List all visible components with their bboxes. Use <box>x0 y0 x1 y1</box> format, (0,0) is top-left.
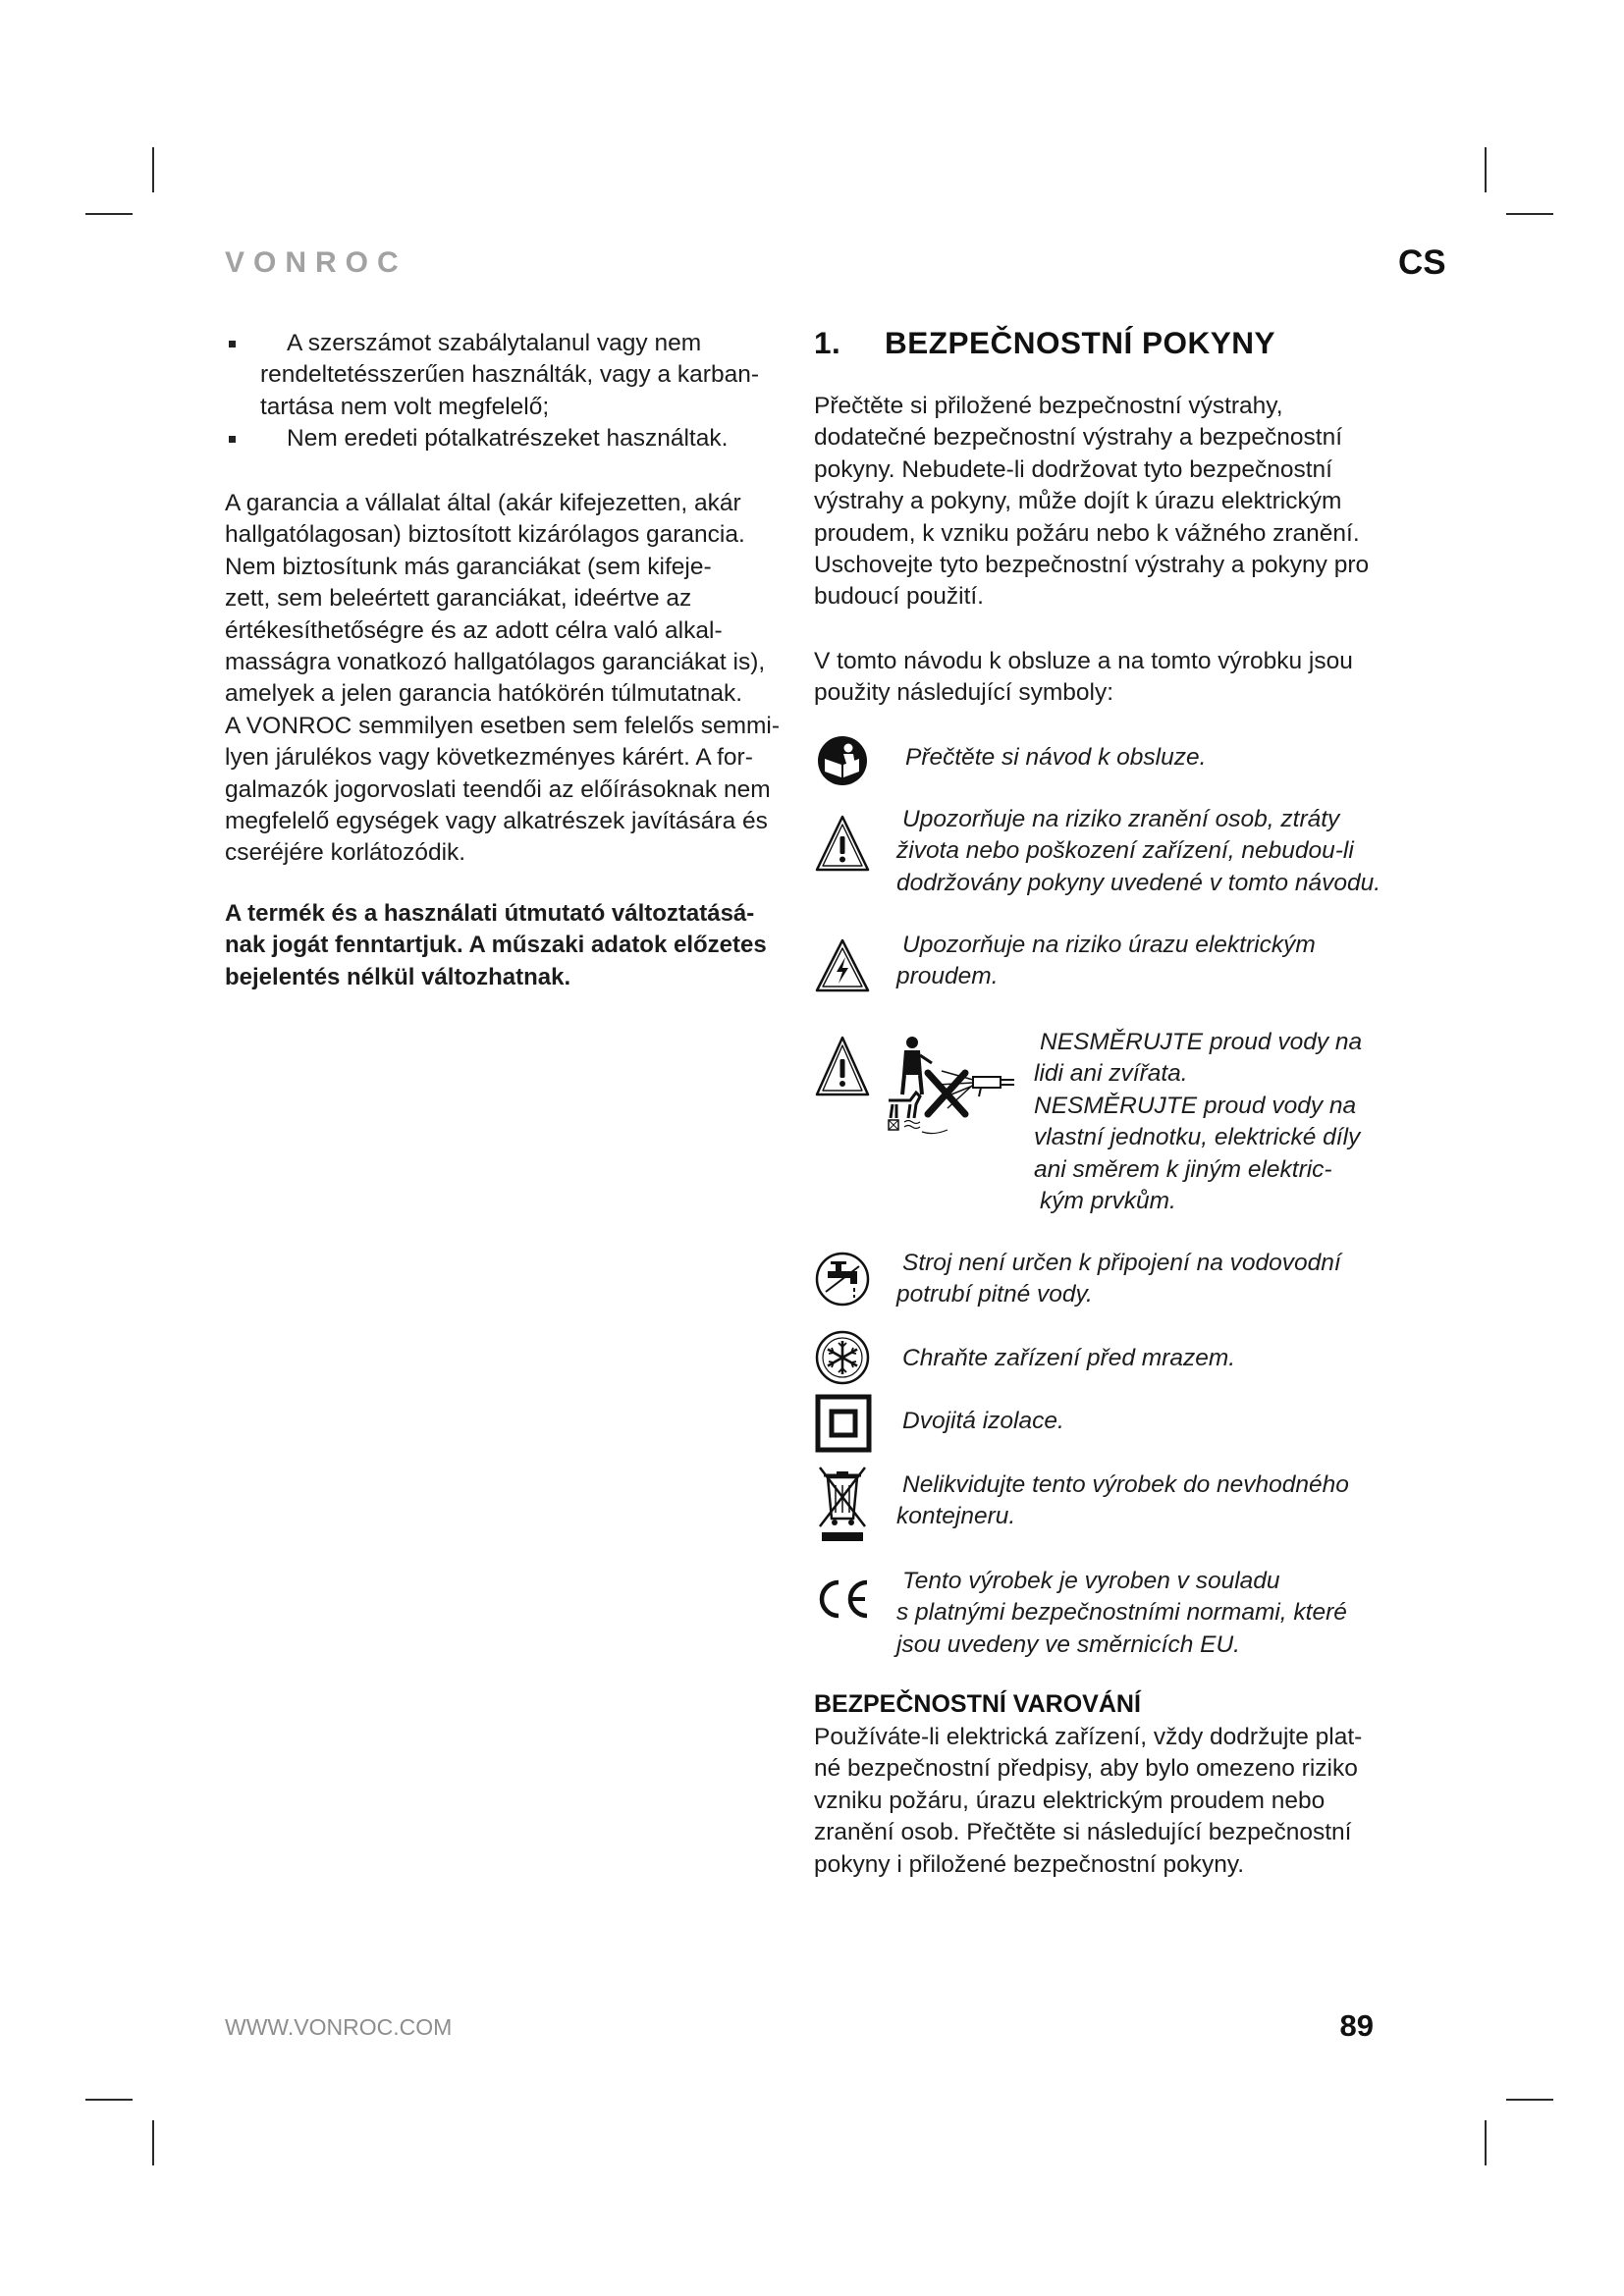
symbol-description <box>896 1469 1349 1533</box>
page-number: 89 <box>1339 2008 1374 2043</box>
symbol-line: Tento výrobek je vyroben v souladu <box>902 1568 1280 1594</box>
symbol-description <box>1034 1027 1362 1217</box>
paragraph-line: pokyny. Nebudete-li dodržovat tyto bezpečnostní <box>814 455 1332 483</box>
symbols-intro-paragraph <box>814 646 1353 710</box>
symbol-line: vlastní jednotku, elektrické díly <box>1034 1124 1361 1151</box>
symbol-line: proudem. <box>896 963 999 990</box>
no-drinking-water-connection-icon <box>814 1251 871 1308</box>
crop-mark <box>1506 2099 1553 2101</box>
paragraph-line: né bezpečnostní předpisy, aby bylo omezeno riziko <box>814 1755 1358 1783</box>
symbol-line: s platnými bezpečnostními normami, které <box>896 1599 1347 1627</box>
section-title: BEZPEČNOSTNÍ POKYNY <box>885 325 1276 360</box>
symbol-description <box>896 1343 1235 1374</box>
paragraph-line: megfelelő egységek vagy alkatrészek javítására és <box>225 807 768 834</box>
paragraph-line: hallgatólagosan) biztosított kizárólagos garancia. <box>225 521 745 549</box>
paragraph-line: cseréjére korlátozódik. <box>225 839 466 867</box>
symbol-line: kontejneru. <box>896 1503 1016 1530</box>
symbol-line: lidi ani zvířata. <box>1034 1060 1188 1088</box>
bullet-item <box>225 423 729 454</box>
crop-mark <box>152 147 154 192</box>
crop-mark <box>152 2120 154 2165</box>
paragraph-line: bejelentés nélkül változhatnak. <box>225 963 571 990</box>
bullet-line: A szerszámot szabálytalanul vagy nem <box>287 330 702 356</box>
bullet-marker <box>229 436 236 443</box>
symbol-line: potrubí pitné vody. <box>896 1281 1093 1308</box>
symbol-line: Dvojitá izolace. <box>902 1408 1064 1434</box>
bullet-line: Nem eredeti pótalkatrészeket használtak. <box>287 425 729 452</box>
paragraph-line: nak jogát fenntartjuk. A műszaki adatok előzetes <box>225 932 767 959</box>
electric-shock-warning-icon <box>814 937 871 994</box>
paragraph-line: lyen járulékos vagy következményes kárért. A for- <box>225 744 753 772</box>
notice-paragraph <box>225 898 767 993</box>
paragraph-line: V tomto návodu k obsluze a na tomto výrobku jsou <box>814 648 1353 674</box>
brand-logo: VONROC <box>225 246 407 279</box>
section-number: 1. <box>814 325 841 360</box>
paragraph-line: masságra vonatkozó hallgatólagos garanciákat is), <box>225 648 766 675</box>
symbol-line: Upozorňuje na riziko úrazu elektrickým <box>902 932 1316 958</box>
crossed-bin-icon <box>814 1462 871 1544</box>
symbol-line: Upozorňuje na riziko zranění osob, ztráty <box>902 806 1340 832</box>
paragraph-line: értékesíthetőségre és az adott célra való alkal- <box>225 616 723 644</box>
paragraph-line: Přečtěte si přiložené bezpečnostní výstrahy, <box>814 393 1283 419</box>
symbol-line: kým prvkům. <box>1040 1187 1176 1214</box>
paragraph-line: zett, sem beleértett garanciákat, ideértve az <box>225 585 692 613</box>
symbol-description <box>896 1248 1341 1311</box>
symbol-description <box>896 742 1206 774</box>
symbol-line: Chraňte zařízení před mrazem. <box>902 1345 1236 1371</box>
paragraph-line: galmazók jogorvoslati teendői az előírásoknak nem <box>225 775 771 803</box>
paragraph-line: Uschovejte tyto bezpečnostní výstrahy a pokyny pro <box>814 551 1370 578</box>
read-manual-icon <box>814 735 871 786</box>
paragraph-line: A VONROC semmilyen esetben sem felelős semmi- <box>225 712 781 739</box>
symbol-line: jsou uvedeny ve směrnicích EU. <box>896 1630 1240 1658</box>
paragraph-line: Nem biztosítunk más garanciákat (sem kifeje- <box>225 553 712 580</box>
warning-triangle-icon <box>814 1034 871 1098</box>
paragraph-line: dodatečné bezpečnostní výstrahy a bezpečnostní <box>814 424 1342 452</box>
paragraph-line: proudem, k vzniku požáru nebo k vážného zranění. <box>814 519 1360 547</box>
symbol-line: Stroj není určen k připojení na vodovodní <box>902 1250 1341 1276</box>
paragraph-line: A garancia a vállalat által (akár kifejezetten, akár <box>225 490 741 516</box>
warranty-paragraph <box>225 488 780 870</box>
symbol-description <box>896 804 1380 899</box>
frost-protection-icon <box>814 1329 871 1386</box>
language-code: CS <box>1398 243 1446 282</box>
symbol-line: Nelikvidujte tento výrobek do nevhodného <box>902 1471 1349 1498</box>
symbol-line: života nebo poškození zařízení, nebudou-li <box>896 837 1354 865</box>
no-water-spray-icon <box>883 1034 1016 1145</box>
symbol-description <box>896 1566 1347 1661</box>
paragraph-line: budoucí použití. <box>814 583 984 611</box>
paragraph-line: A termék és a használati útmutató változtatásá- <box>225 900 755 927</box>
bullet-line: tartása nem volt megfelelő; <box>260 393 550 420</box>
symbol-line: NESMĚRUJTE proud vody na <box>1040 1029 1363 1055</box>
symbol-description <box>896 930 1316 993</box>
warning-triangle-icon <box>814 813 871 874</box>
crop-mark <box>85 213 133 215</box>
paragraph-line: Používáte-li elektrická zařízení, vždy dodržujte plat- <box>814 1724 1363 1750</box>
footer-website: WWW.VONROC.COM <box>225 2014 453 2040</box>
paragraph-line: použity následující symboly: <box>814 679 1114 707</box>
crop-mark <box>1485 2120 1487 2165</box>
paragraph-line: amelyek a jelen garancia hatókörén túlmutatnak. <box>225 680 743 708</box>
symbol-line: ani směrem k jiným elektric- <box>1034 1155 1332 1183</box>
paragraph-line: zranění osob. Přečtěte si následující bezpečnostní <box>814 1819 1352 1846</box>
bullet-line: rendeltetésszerűen használták, vagy a karban- <box>260 361 759 389</box>
crop-mark <box>85 2099 133 2101</box>
warnings-paragraph <box>814 1722 1362 1881</box>
symbol-line: NESMĚRUJTE proud vody na <box>1034 1092 1357 1119</box>
symbol-line: dodržovány pokyny uvedené v tomto návodu. <box>896 869 1381 896</box>
ce-mark-icon <box>814 1576 871 1622</box>
bullet-marker <box>229 341 236 347</box>
double-insulation-icon <box>815 1394 872 1453</box>
warnings-heading: BEZPEČNOSTNÍ VAROVÁNÍ <box>814 1690 1141 1718</box>
symbol-description <box>896 1406 1064 1437</box>
symbol-line: Přečtěte si návod k obsluze. <box>905 744 1207 771</box>
paragraph-line: výstrahy a pokyny, může dojít k úrazu elektrickým <box>814 488 1342 515</box>
paragraph-line: pokyny i přiložené bezpečnostní pokyny. <box>814 1850 1245 1878</box>
crop-mark <box>1485 147 1487 192</box>
paragraph-line: vzniku požáru, úrazu elektrickým proudem nebo <box>814 1787 1326 1814</box>
crop-mark <box>1506 213 1553 215</box>
intro-paragraph <box>814 391 1369 614</box>
bullet-item <box>225 328 759 423</box>
